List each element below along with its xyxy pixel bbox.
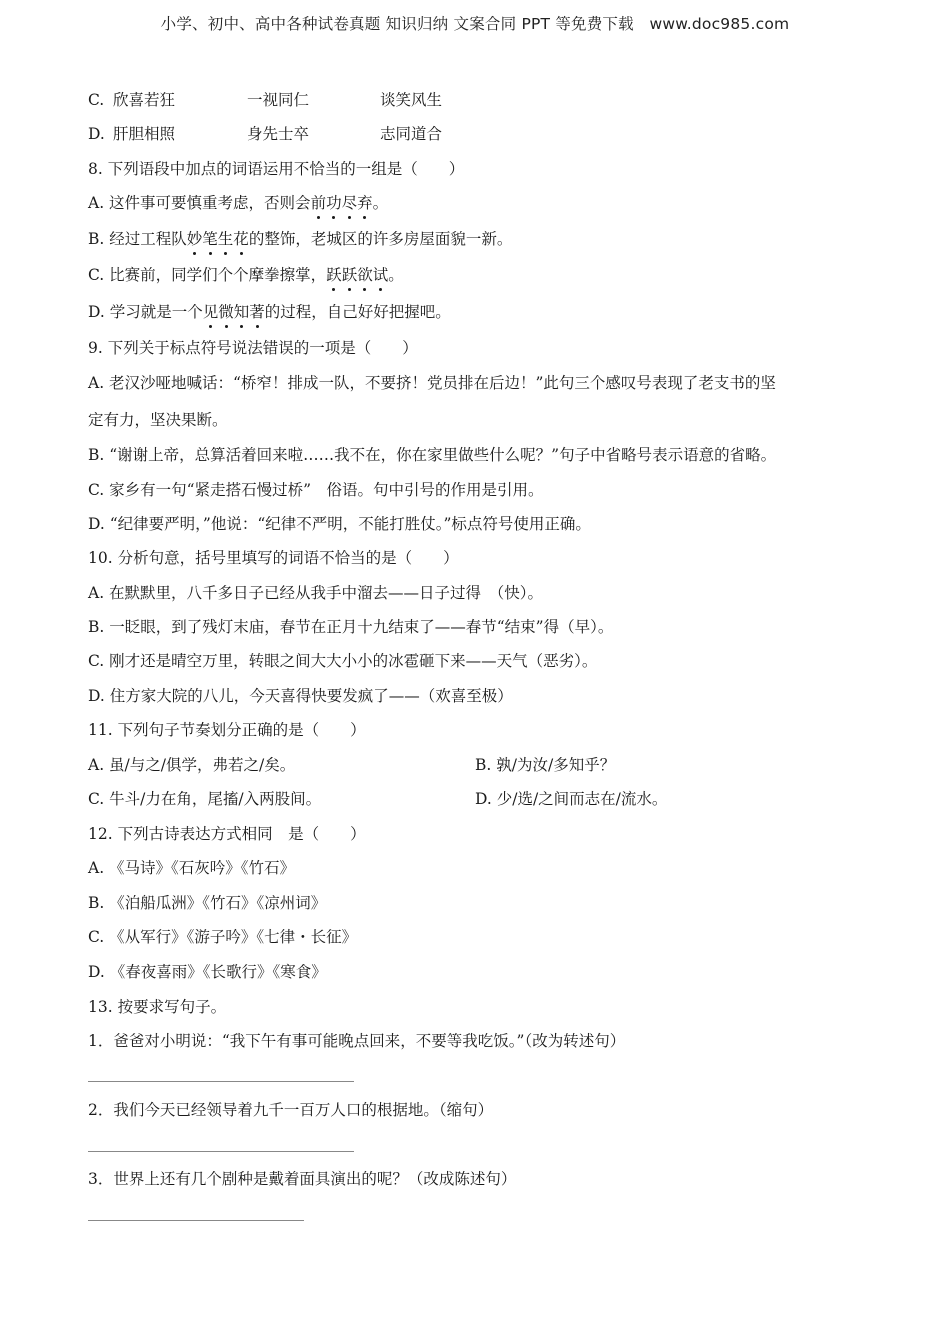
q8-d-pre: D. 学习就是一个 [88,303,203,321]
q8-option-b [88,229,512,249]
q7-option-d-word2: 身先士卒 [247,125,310,143]
q10-option-c: C. 刚才还是晴空万里，转眼之间大大小小的冰雹砸下来——天气（恶劣）。 [88,652,598,670]
q8-c-dotted-char: 跃 [341,266,358,284]
q9-option-a-line2: 定有力，坚决果断。 [88,411,228,429]
q8-a-post: 。 [372,194,389,212]
q11-option-c: C. 牛斗/力在角，尾搐/入两股间。 [88,790,322,808]
q13-sentence-1: 1．爸爸对小明说：“我下午有事可能晚点回来，不要等我吃饭。”（改为转述句） [88,1032,626,1050]
q13-sentence-3: 3．世界上还有几个剧种是戴着面具演出的呢？（改成陈述句） [88,1170,517,1188]
q11-option-b: B. 孰/为汝/多知乎？ [475,756,616,774]
q8-option-d [88,302,451,322]
q7-option-c-label: C. [88,91,105,109]
q9-stem: 9. 下列关于标点符号说法错误的一项是（ ） [88,339,418,357]
q8-c-dotted-char: 试 [372,266,389,284]
answer-line-1[interactable] [88,1081,354,1082]
q8-c-pre: C. 比赛前，同学们个个摩拳擦掌， [88,266,327,284]
q7-option-c-word2: 一视同仁 [247,91,310,109]
q7-option-d-label: D. [88,125,105,143]
q7-option-d-word1: 肝胆相照 [113,125,176,143]
q8-d-dotted-char: 见 [202,303,219,321]
q12-option-d: D. 《春夜喜雨》《长歌行》《寒食》 [88,963,327,981]
q8-d-dotted-char: 著 [249,303,265,321]
q11-stem: 11. 下列句子节奏划分正确的是（ ） [88,721,366,739]
q12-option-c: C. 《从军行》《游子吟》《七律・长征》 [88,928,358,946]
q11-option-a: A. 虽/与之/俱学，弗若之/矣。 [88,756,296,774]
q13-stem: 13. 按要求写句子。 [88,998,227,1016]
q8-a-dotted-char: 弃 [357,194,373,212]
q8-a-dotted-char: 前 [310,194,327,212]
q12-stem: 12. 下列古诗表达方式相同 是（ ） [88,825,366,843]
q8-a-dotted-char: 尽 [341,194,358,212]
q10-option-a: A. 在默默里，八千多日子已经从我手中溜去——日子过得 （快）。 [88,584,544,602]
q8-d-dotted-char: 微 [218,303,234,321]
q8-c-dotted-char: 跃 [326,266,342,284]
q8-a-dotted-char: 功 [326,194,342,212]
q12-option-b: B. 《泊船瓜洲》《竹石》《凉州词》 [88,894,327,912]
q8-b-dotted-char: 生 [217,230,234,248]
q8-option-a [88,193,388,213]
q8-d-dotted-char: 知 [233,303,250,321]
answer-line-3[interactable] [88,1220,304,1221]
q8-stem: 8. 下列语段中加点的词语运用不恰当的一组是（ ） [88,160,465,178]
answer-line-2[interactable] [88,1151,354,1152]
q10-stem: 10. 分析句意，括号里填写的词语不恰当的是（ ） [88,549,459,567]
q11-option-d: D. 少/选/之间而志在/流水。 [475,790,668,808]
q8-option-c [88,265,404,285]
q8-b-dotted-char: 笔 [202,230,218,248]
q7-option-c-word3: 谈笑风生 [380,91,443,109]
q12-option-a: A. 《马诗》《石灰吟》《竹石》 [88,859,296,877]
q9-option-b: B. “谢谢上帝，总算活着回来啦……我不在，你在家里做些什么呢？”句子中省略号表示语意的省略。 [88,446,777,464]
q13-sentence-2: 2．我们今天已经领导着九千一百万人口的根据地。（缩句） [88,1101,494,1119]
q8-c-dotted-char: 欲 [357,266,373,284]
q8-b-dotted-char: 花 [233,230,249,248]
q7-option-d-word3: 志同道合 [380,125,443,143]
q8-b-post: 的整饰，老城区的许多房屋面貌一新。 [248,230,513,248]
q7-option-c-word1: 欣喜若狂 [113,91,176,109]
q8-c-post: 。 [388,266,404,284]
q8-b-pre: B. 经过工程队 [88,230,187,248]
q8-a-pre: A. 这件事可要慎重考虑，否则会 [88,194,311,212]
page-header: 小学、初中、高中各种试卷真题 知识归纳 文案合同 PPT 等免费下载 www.doc985.com [160,15,790,33]
q10-option-b: B. 一眨眼，到了残灯末庙，春节在正月十九结束了——春节“结束”得（早）。 [88,618,614,636]
q9-option-a-line1: A. 老汉沙哑地喊话：“桥窄！排成一队，不要挤！党员排在后边！”此句三个感叹号表现了老支书的坚 [88,374,776,392]
q9-option-c: C. 家乡有一句“紧走搭石慢过桥” 俗语。句中引号的作用是引用。 [88,481,544,499]
q8-b-dotted-char: 妙 [186,230,203,248]
q8-d-post: 的过程，自己好好把握吧。 [264,303,451,321]
q9-option-d: D. “纪律要严明，”他说：“纪律不严明，不能打胜仗。”标点符号使用正确。 [88,515,591,533]
q10-option-d: D. 住方家大院的八儿，今天喜得快要发疯了——（欢喜至极） [88,687,513,705]
